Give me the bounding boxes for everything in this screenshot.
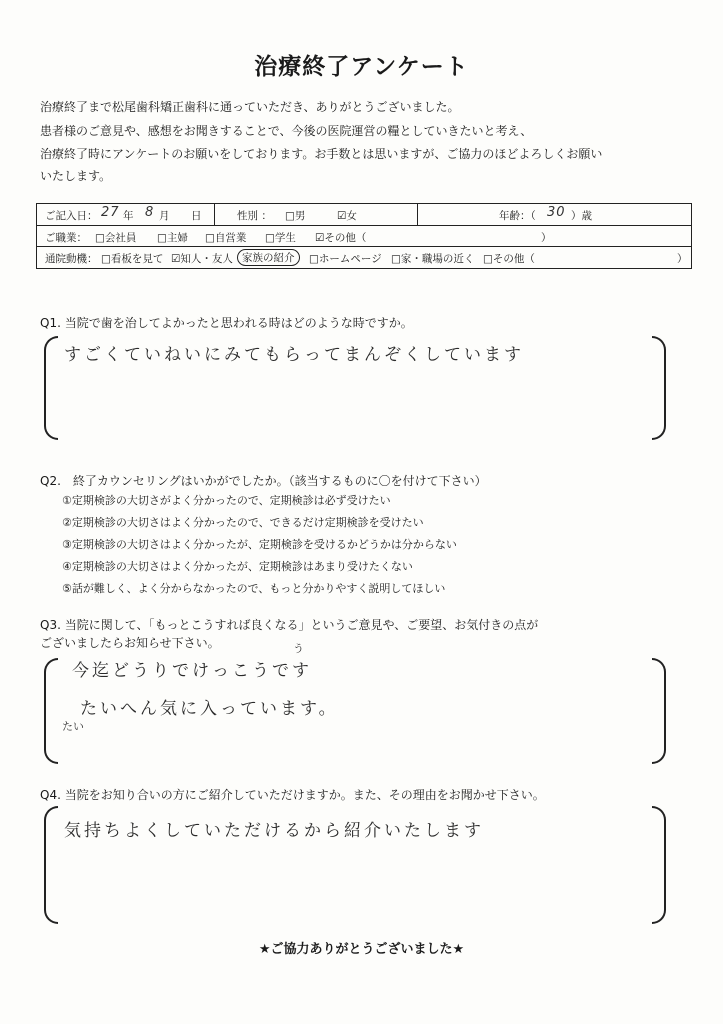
intro-line-4: いたします。 xyxy=(40,169,112,183)
info-row-motive xyxy=(37,247,691,269)
intro-line-2: 患者様のご意見や、感想をお聞きすることで、今後の医院運営の糧としていきたいと考え、 xyxy=(40,124,533,138)
q2-option-3[interactable]: ③定期検診の大切さはよく分かったが、定期検診を受けるかどうかは分からない xyxy=(62,538,457,551)
q3-answer-line-2[interactable]: たいへん気に入っています。 xyxy=(80,699,339,719)
occupation-student-checkbox[interactable]: □学生 xyxy=(265,232,296,244)
divider xyxy=(214,204,215,225)
divider xyxy=(417,204,418,225)
date-label: ご記入日： xyxy=(45,210,98,222)
occupation-company-checkbox[interactable]: □会社員 xyxy=(95,232,137,244)
q3-bracket-left xyxy=(44,658,58,764)
day-label: 日 xyxy=(191,210,202,222)
date-month-value[interactable]: 8 xyxy=(145,205,155,220)
age-value[interactable]: 30 xyxy=(547,205,566,220)
motive-family-circled[interactable] xyxy=(237,249,300,266)
q4-question: Q4. 当院をお知り合いの方にご紹介していただけますか。また、その理由をお聞かせ下さい。 xyxy=(40,788,545,802)
info-row-occupation xyxy=(37,226,691,247)
q3-question-line-1: Q3. 当院に関して、「もっとこうすれば良くなる」というご意見や、ご要望、お気付きの点が xyxy=(40,618,539,632)
q3-question-line-2: ございましたらお知らせ下さい。 xyxy=(40,636,220,650)
motive-friend-checkbox[interactable]: ☑知人・友人 xyxy=(171,253,233,265)
q4-answer[interactable]: 気持ちよくしていただけるから紹介いたします xyxy=(64,821,484,841)
occupation-other-checkbox[interactable]: ☑その他（ xyxy=(315,232,367,244)
q3-answer-line-1[interactable]: 今迄どうりでけっこうです xyxy=(72,661,312,681)
occupation-housewife-checkbox[interactable]: □主婦 xyxy=(157,232,188,244)
motive-other-checkbox[interactable]: □その他（ xyxy=(483,253,535,265)
q2-option-1[interactable]: ①定期検診の大切さがよく分かったので、定期検診は必ず受けたい xyxy=(62,494,391,507)
motive-nearby-checkbox[interactable]: □家・職場の近く xyxy=(391,253,475,265)
q4-bracket-left xyxy=(44,806,58,924)
q1-bracket-left xyxy=(44,336,58,440)
q2-option-4[interactable]: ④定期検診の大切さはよく分かったが、定期検診はあまり受けたくない xyxy=(62,560,413,573)
info-row-date xyxy=(37,204,691,226)
q3-annotation-u: う xyxy=(293,642,304,655)
age-label: 年齢：（ xyxy=(499,210,536,222)
patient-info-table xyxy=(36,203,692,269)
gender-male-checkbox[interactable]: □男 xyxy=(285,210,306,222)
gender-label: 性別 ： xyxy=(237,210,272,222)
year-label: 年 xyxy=(123,210,134,222)
month-label: 月 xyxy=(159,210,170,222)
intro-line-3: 治療終了時にアンケートのお願いをしております。お手数とは思いますが、ご協力のほどよろしくお願い xyxy=(40,147,603,161)
date-year-value[interactable]: 27 xyxy=(101,205,120,220)
thank-you-footer: ★ご協力ありがとうございました★ xyxy=(258,942,465,957)
motive-label: 通院動機： xyxy=(45,253,98,265)
motive-family-label: 家族の紹介 xyxy=(237,249,300,266)
q2-option-2[interactable]: ②定期検診の大切さはよく分かったので、できるだけ定期検診を受けたい xyxy=(62,516,424,529)
q3-annotation-tai: たい xyxy=(62,720,84,733)
q1-bracket-right xyxy=(652,336,666,440)
motive-signboard-checkbox[interactable]: □看板を見て xyxy=(101,253,164,265)
occupation-label: ご職業： xyxy=(45,232,87,244)
intro-line-1: 治療終了まで松尾歯科矯正歯科に通っていただき、ありがとうございました。 xyxy=(40,100,460,114)
occupation-close: ） xyxy=(541,232,552,244)
q3-bracket-right xyxy=(652,658,666,764)
page-title: 治療終了アンケート xyxy=(254,54,469,80)
q1-question: Q1. 当院で歯を治してよかったと思われる時はどのような時ですか。 xyxy=(40,316,413,330)
q4-bracket-right xyxy=(652,806,666,924)
q2-question: Q2. 終了カウンセリングはいかがでしたか。（該当するものに〇を付けて下さい） xyxy=(40,474,487,488)
gender-female-checkbox[interactable]: ☑女 xyxy=(337,210,357,222)
motive-close: ） xyxy=(677,253,688,265)
age-suffix: ）歳 xyxy=(571,210,592,222)
occupation-selfemployed-checkbox[interactable]: □自営業 xyxy=(205,232,247,244)
q2-option-5[interactable]: ⑤話が難しく、よく分からなかったので、もっと分かりやすく説明してほしい xyxy=(62,582,446,595)
q1-answer[interactable]: すごくていねいにみてもらってまんぞくしています xyxy=(64,345,524,365)
motive-homepage-checkbox[interactable]: □ホームページ xyxy=(309,253,382,265)
